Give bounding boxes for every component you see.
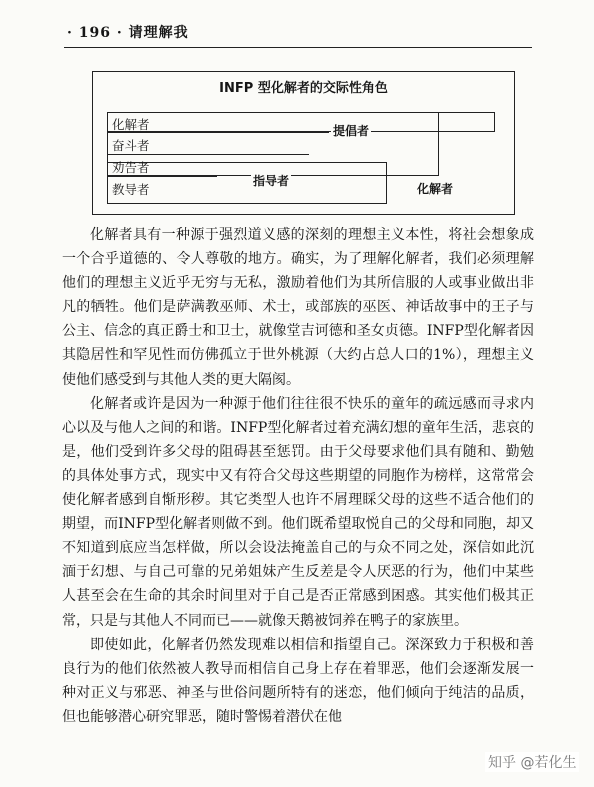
paragraph: 化解者具有一种源于强烈道义感的深刻的理想主义本性，将社会想象成一个合乎道德的、令人尊敬的地方。确实，为了理解化解者，我们必须理解他们的理想主义近乎无穷与无私，激励着他们为其所信服的人或事业做出非凡的牺牲。他们是萨满教巫师、术士，或部族的巫医、神话故事中的王子与公主、信念的真正爵士和卫士，就像堂吉诃德和圣女贞德。INFP型化解者因其隐居性和罕见性而仿佛孤立于世外桃源（大约占总人口的1%），理想主义使他们感受到与其他人类的更大隔阂。 <box>62 227 534 388</box>
divider-2 <box>107 154 309 155</box>
role-label: 奋斗者 <box>112 138 150 153</box>
figure-title: INFP 型化解者的交际性角色 <box>219 81 388 96</box>
paragraph: 化解者或许是因为一种源于他们往往很不快乐的童年的疏远感而寻求内心以及与他人之间的和谐。INFP型化解者过着充满幻想的童年生活，悲哀的是，他们受到许多父母的阻碍甚至惩罚。由于父母要求他们具有随和、勤勉的具体处事方式，现实中又有符合父母这些期望的同胞作为榜样，这常常会使化解者感到自惭形秽。其它类型人也许不屑理睬父母的这些不适合他们的期望，而INFP型化解者则做不到。他们既希望取悦自己的父母和同胞，却又不知道到底应当怎样做，所以会设法掩盖自己的与众不同之处，深信如此沉湎于幻想、与自己可靠的兄弟姐妹产生反差是令人厌恶的行为，他们中某些人甚至会在生命的其余时间里对于自己是否正常感到困惑。其实他们极其正常，只是与其他人不同而已——就像天鹅被饲养在鸭子的家族里。 <box>62 395 534 629</box>
watermark: 知乎 @若化生 <box>485 752 579 772</box>
role-label: 教导者 <box>112 182 150 197</box>
role-label: 化解者 <box>112 117 150 132</box>
book-title: 请理解我 <box>128 25 189 41</box>
left-bracket <box>107 112 108 204</box>
divider-3 <box>107 176 217 177</box>
roles-figure <box>92 71 515 215</box>
body-text <box>62 223 534 729</box>
paragraph: 即使如此，化解者仍然发现难以相信和指望自己。深深致力于积极和善良行为的他们依然被人教导而相信自己身上存在着罪恶，他们会逐渐发展一种对正义与邪恶、神圣与世俗问题所特有的迷恋，他们倾向于纯洁的品质，但也能够潜心研究罪恶，随时警惕着潜伏在他 <box>62 636 534 725</box>
header-rule <box>64 47 532 48</box>
group-label-advocate: 提倡者 <box>333 124 370 138</box>
group-label-mentor: 指导者 <box>253 174 290 188</box>
page-number: · 196 · <box>67 25 123 41</box>
running-header <box>67 22 189 42</box>
group-label-healer: 化解者 <box>417 182 454 196</box>
role-label: 劝告者 <box>112 160 150 175</box>
